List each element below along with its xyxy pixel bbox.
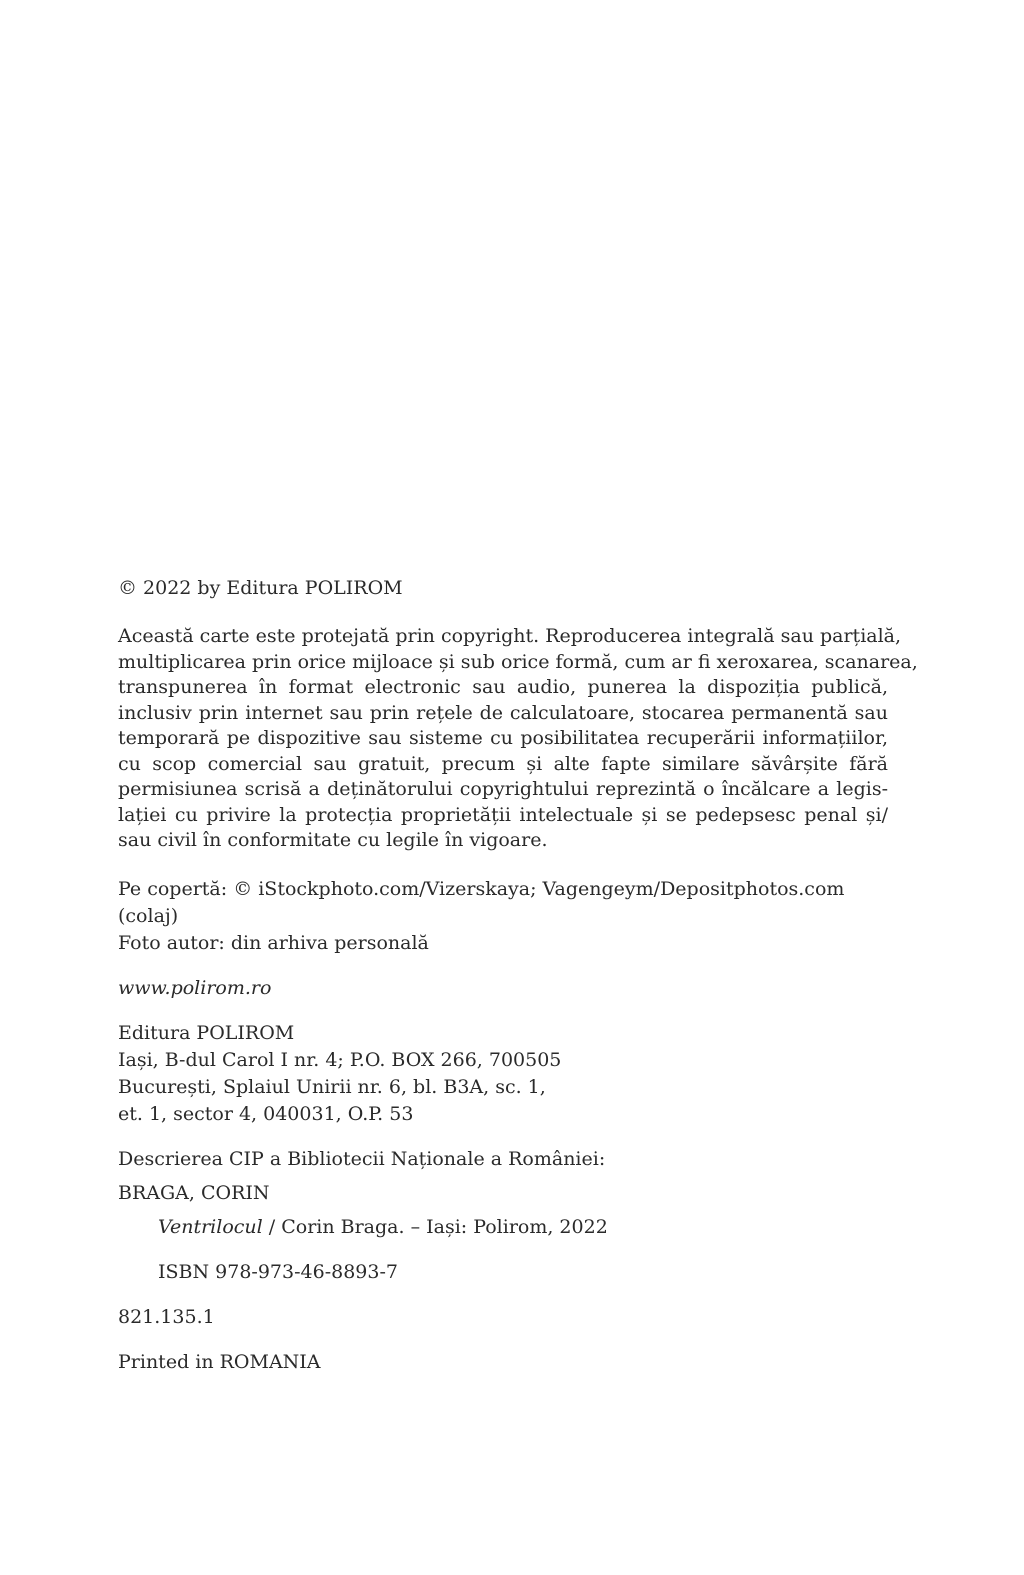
- cover-credit-cont: (colaj): [118, 904, 179, 927]
- notice-line: inclusiv prin internet sau prin rețele de calculatoare, stocarea permanentă sau: [118, 701, 888, 724]
- cip-author: BRAGA, CORIN: [118, 1181, 270, 1204]
- isbn: ISBN 978-973-46-8893-7: [158, 1260, 398, 1283]
- author-photo-credit: Foto autor: din arhiva personală: [118, 931, 429, 954]
- cover-credit: Pe copertă: © iStockphoto.com/Vizerskaya; Vagengeym/Depositphotos.com: [118, 877, 845, 900]
- notice-line: lației cu privire la protecția proprietății intelectuale și se pedepsesc penal și/: [118, 803, 888, 826]
- cip-heading: Descrierea CIP a Bibliotecii Naționale a României:: [118, 1147, 606, 1170]
- printed-in: Printed in ROMANIA: [118, 1350, 321, 1373]
- copyright-line: © 2022 by Editura POLIROM: [118, 577, 403, 599]
- publisher-address-bucuresti: București, Splaiul Unirii nr. 6, bl. B3A, sc. 1,: [118, 1075, 546, 1098]
- notice-line: temporară pe dispozitive sau sisteme cu posibilitatea recuperării informațiilor,: [118, 727, 888, 749]
- copyright-page: [118, 575, 918, 1376]
- cip-title-line: [118, 1214, 888, 1241]
- publisher-address-iasi: Iași, B-dul Carol I nr. 4; P.O. BOX 266, 700505: [118, 1048, 562, 1071]
- cip-title-rest: / Corin Braga. – Iași: Polirom, 2022: [262, 1215, 608, 1238]
- copyright-notice: [118, 624, 918, 854]
- notice-line: permisiunea scrisă a deținătorului copyrightului reprezintă o încălcare a legis-: [118, 778, 888, 800]
- notice-line: sau civil în conformitate cu legile în vigoare.: [118, 829, 548, 851]
- notice-line: transpunerea în format electronic sau audio, punerea la dispoziția publică,: [118, 676, 888, 698]
- notice-line: cu scop comercial sau gratuit, precum și alte fapte similare săvârșite fără: [118, 752, 888, 775]
- cip-title: Ventrilocul: [158, 1215, 263, 1238]
- notice-line: multiplicarea prin orice mijloace și sub orice formă, cum ar fi xeroxarea, scanarea,: [118, 650, 918, 673]
- publisher-address-bucuresti-cont: et. 1, sector 4, 040031, O.P. 53: [118, 1102, 414, 1125]
- notice-line: Această carte este protejată prin copyright. Reproducerea integrală sau parțială,: [118, 625, 902, 647]
- website-link[interactable]: www.polirom.ro: [118, 976, 272, 999]
- publisher-name: Editura POLIROM: [118, 1021, 295, 1044]
- classification: 821.135.1: [118, 1305, 215, 1328]
